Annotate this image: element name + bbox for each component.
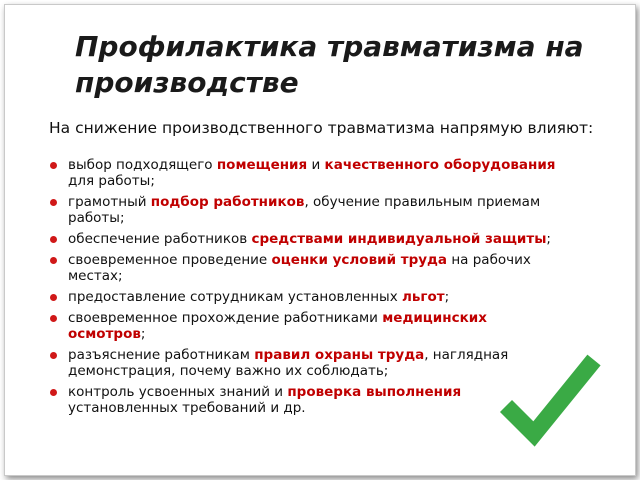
item-text: установленных требований и др. — [68, 400, 306, 416]
item-text: предоставление сотрудникам установленных — [68, 289, 402, 305]
item-text: ; — [444, 289, 450, 305]
item-text: разъяснение работникам — [68, 347, 255, 363]
item-text: своевременное прохождение работниками — [68, 310, 383, 326]
bullet-icon — [50, 162, 57, 169]
item-text: выбор подходящего — [68, 157, 217, 173]
list-item — [49, 347, 569, 379]
list-item — [49, 384, 569, 416]
item-text: ; — [546, 231, 551, 247]
list-item — [49, 194, 569, 226]
item-text: для работы; — [68, 173, 155, 189]
item-text: , обучение правильным приемам работы; — [68, 194, 541, 226]
highlighted-text: помещения — [216, 157, 308, 173]
item-text: обеспечение работников — [68, 231, 252, 247]
highlighted-text: подбор работников — [150, 194, 305, 210]
bullet-icon — [50, 257, 57, 264]
bullet-icon — [50, 294, 57, 301]
list-item — [49, 231, 569, 247]
highlighted-text: средствами индивидуальной защиты — [251, 231, 547, 247]
checkmark-icon — [496, 350, 604, 458]
highlighted-text: правил охраны труда — [254, 347, 425, 363]
list-item — [49, 289, 569, 305]
bullet-icon — [50, 315, 57, 322]
highlighted-text: проверка выполнения — [287, 384, 462, 400]
item-text: грамотный — [68, 194, 151, 210]
item-text: на рабочих местах; — [68, 252, 531, 284]
bullet-icon — [50, 199, 57, 206]
bullet-icon — [50, 352, 57, 359]
highlighted-text: медицинских осмотров — [68, 310, 487, 342]
item-text: , наглядная демонстрация, почему важно их соблюдать; — [68, 347, 509, 379]
highlighted-text: льгот — [402, 289, 445, 305]
list-item — [49, 310, 569, 342]
bullet-icon — [50, 389, 57, 396]
item-text: контроль усвоенных знаний и — [68, 384, 288, 400]
slide-title: Профилактика травматизма на производстве — [75, 30, 584, 99]
intro-text: На снижение производственного травматизма напрямую влияют: — [49, 119, 594, 137]
highlighted-text: качественного оборудования — [324, 157, 556, 173]
highlighted-text: оценки условий труда — [271, 252, 448, 268]
list-item — [49, 252, 569, 284]
bullet-icon — [50, 236, 57, 243]
item-text: и — [307, 157, 325, 173]
bullet-list — [49, 157, 569, 421]
item-text: ; — [140, 326, 146, 342]
list-item — [49, 157, 569, 189]
item-text: своевременное проведение — [68, 252, 272, 268]
